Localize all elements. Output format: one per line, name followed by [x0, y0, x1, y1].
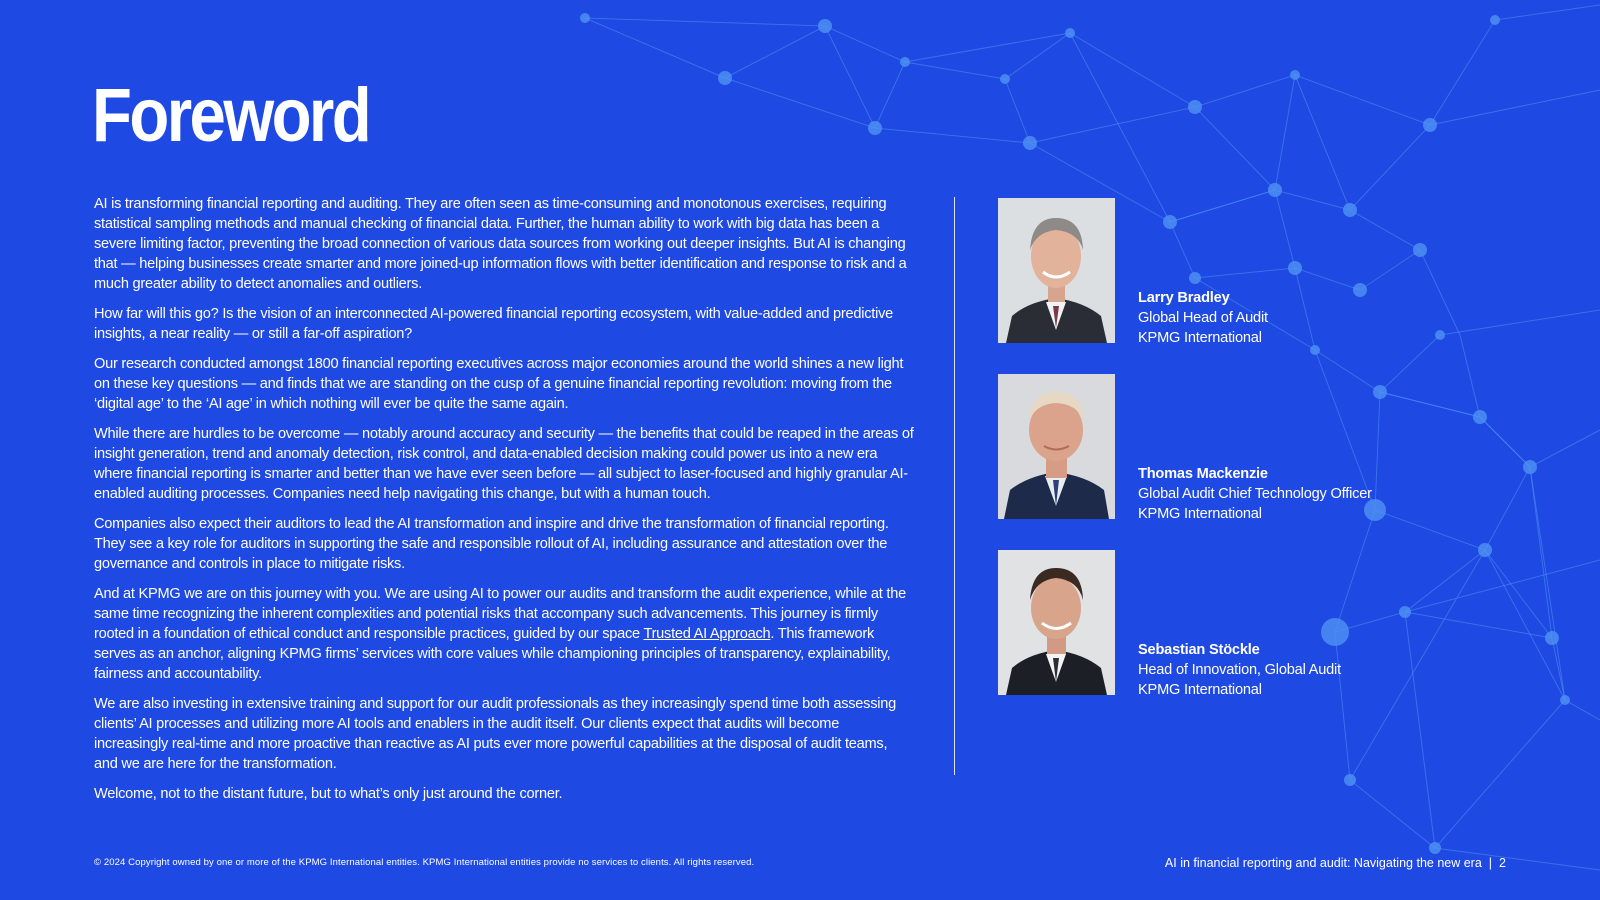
vertical-divider — [954, 197, 955, 775]
footer-separator: | — [1488, 856, 1493, 870]
paragraph: AI is transforming financial reporting and auditing. They are often seen as time-consuming and monotonous exercises, requiring statistical sampling methods and manual checking of financial data. Further, the human ability to work with big data has been a severe limiting factor, preventing the broad connection of various data sources from working out deeper insights. But AI is changing that — helping businesses create smarter and more joined-up information flows with better identification and response to risk and a much greater ability to detect anomalies and outliers. — [94, 196, 907, 292]
copyright-notice: © 2024 Copyright owned by one or more of the KPMG International entities. KPMG International entities provide no services to clients. All rights reserved. — [94, 857, 755, 868]
paragraph-text: And at KPMG we are on this journey with you. We are using AI to power our audits and transform the audit experience, while at the same time recognizing the inherent complexities and potential risks that accompany such advancements. This journey is firmly rooted in a foundation of ethical conduct and responsible practices, guided by our space — [94, 586, 906, 642]
person-info — [1138, 640, 1341, 700]
paragraph-text: . This framework serves as an anchor, aligning KPMG firms’ services with core values while championing principles of transparency, explainability, fairness and accountability. — [94, 626, 891, 682]
person-name: Thomas Mackenzie — [1138, 466, 1268, 482]
person-role: Global Audit Chief Technology Officer — [1138, 486, 1372, 502]
person-role: Head of Innovation, Global Audit — [1138, 662, 1341, 678]
foreword-body — [94, 194, 914, 814]
person-organization: KPMG International — [1138, 330, 1262, 346]
person-info — [1138, 288, 1268, 348]
person-card — [998, 374, 1558, 520]
person-organization: KPMG International — [1138, 682, 1262, 698]
page-footer — [1165, 856, 1506, 870]
portrait-photo — [998, 374, 1115, 519]
person-info — [1138, 464, 1372, 524]
document-title: AI in financial reporting and audit: Navigating the new era — [1164, 856, 1482, 870]
person-organization: KPMG International — [1138, 506, 1262, 522]
person-name: Sebastian Stöckle — [1138, 642, 1260, 658]
paragraph: How far will this go? Is the vision of an interconnected AI-powered financial reporting ecosystem, with value-added and predictive insights, a near reality — or still a far-off aspiration? — [94, 306, 893, 342]
paragraph: While there are hurdles to be overcome — notably around accuracy and security — the benefits that could be reaped in the areas of insight generation, trend and anomaly detection, risk control, and data-enabled decision making could power us into a new era where financial reporting is smarter and better than we have ever seen before — all subject to laser-focused and highly granular AI-enabled auditing processes. Companies need help navigating this change, but with a human touch. — [94, 426, 914, 502]
paragraph: Welcome, not to the distant future, but to what’s only just around the corner. — [94, 786, 563, 802]
paragraph-with-link — [94, 584, 914, 684]
portrait-photo — [998, 550, 1115, 695]
page-title: Foreword — [92, 73, 370, 158]
person-card — [998, 198, 1558, 344]
portrait-photo — [998, 198, 1115, 343]
paragraph: We are also investing in extensive training and support for our audit professionals as they increasingly spend time both assessing clients’ AI processes and utilizing more AI tools and enablers in the audit itself. Our clients expect that audits will become increasingly real-time and more proactive than reactive as AI puts ever more powerful capabilities at the disposal of audit teams, and we are here for the transformation. — [94, 696, 896, 772]
person-card — [998, 550, 1558, 696]
paragraph: Companies also expect their auditors to lead the AI transformation and inspire and drive the transformation of financial reporting. They see a key role for auditors in supporting the safe and responsible rollout of AI, including assurance and attestation over the governance and controls in place to mitigate risks. — [94, 516, 889, 572]
trusted-ai-approach-link[interactable]: Trusted AI Approach — [643, 626, 771, 642]
paragraph: Our research conducted amongst 1800 financial reporting executives across major economies around the world shines a new light on these key questions — and finds that we are standing on the cusp of a genuine financial reporting revolution: moving from the ‘digital age’ to the ‘AI age’ in which nothing will ever be quite the same again. — [94, 356, 904, 412]
person-role: Global Head of Audit — [1138, 310, 1268, 326]
page-number: 2 — [1499, 856, 1506, 870]
person-name: Larry Bradley — [1138, 290, 1230, 306]
